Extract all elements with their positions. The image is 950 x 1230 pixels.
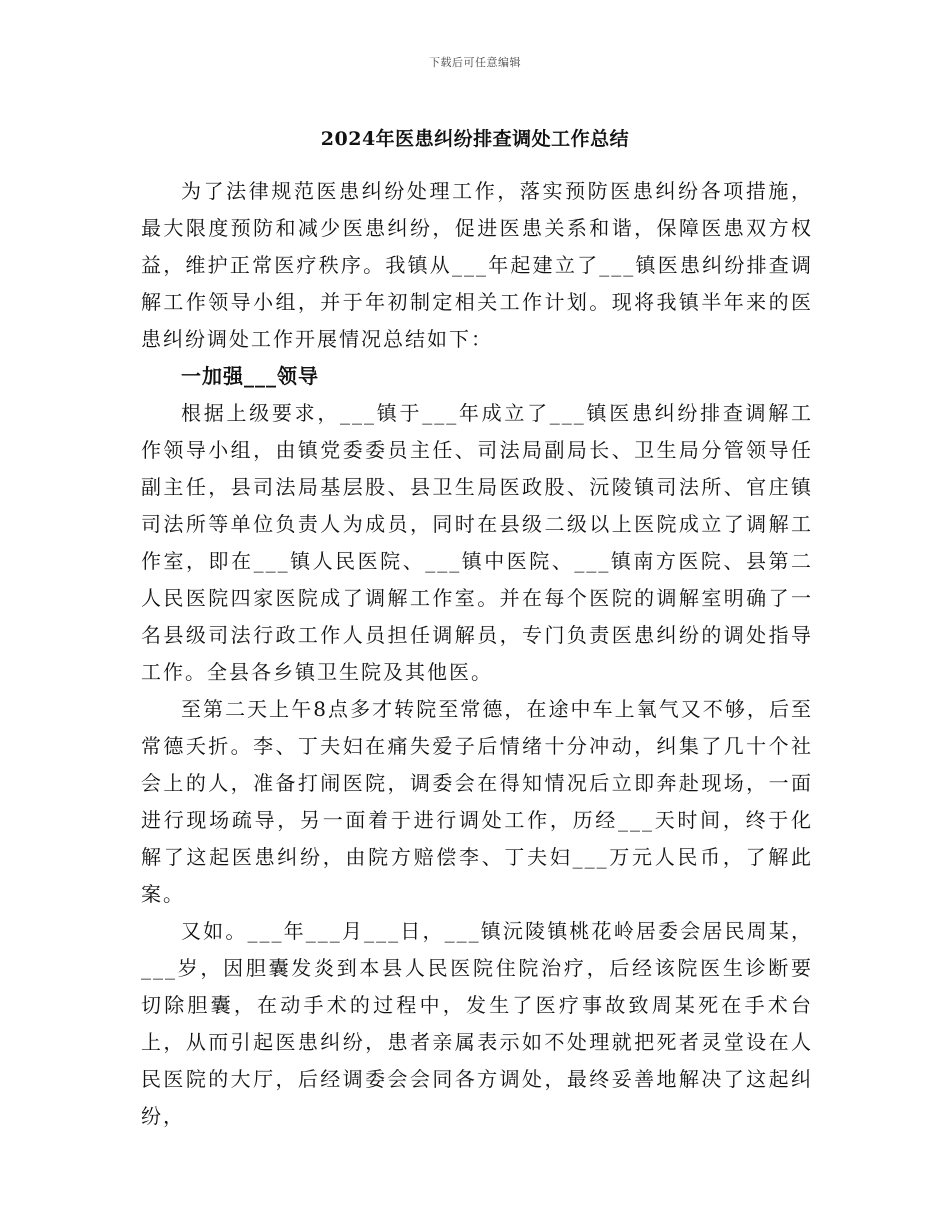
paragraph-leadership: 根据上级要求，___镇于___年成立了___镇医患纠纷排查调解工作领导小组，由镇党委委员主任、司法局副局长、卫生局分管领导任副主任，县司法局基层股、县卫生局医政股、沅陵镇司法所、官庄镇司法所等单位负责人为成员，同时在县级二级以上医院成立了调解工作室，即在___镇人民医院、___镇中医院、___镇南方医院、县第二人民医院四家医院成了调解工作室。并在每个医院的调解室明确了一名县级司法行政工作人员担任调解员，专门负责医患纠纷的调处指导工作。全县各乡镇卫生院及其他医。 xyxy=(141,401,813,684)
document-body xyxy=(141,173,813,1135)
paragraph-case-1: 至第二天上午8点多才转院至常德，在途中车上氧气又不够，后至常德夭折。李、丁夫妇在痛失爱子后情绪十分冲动，纠集了几十个社会上的人，准备打闹医院，调委会在得知情况后立即奔赴现场，一面进行现场疏导，另一面着于进行调处工作，历经___天时间，终于化解了这起医患纠纷，由院方赔偿李、丁夫妇___万元人民币，了解此案。 xyxy=(141,697,813,906)
header-note: 下载后可任意编辑 xyxy=(429,56,521,69)
paragraph-case-2: 又如。___年___月___日，___镇沅陵镇桃花岭居委会居民周某，___岁，因胆囊发炎到本县人民医院住院治疗，后经该院医生诊断要切除胆囊，在动手术的过程中，发生了医疗事故致周某死在手术台上，从而引起医患纠纷，患者亲属表示如不处理就把死者灵堂设在人民医院的大厅，后经调委会会同各方调处，最终妥善地解决了这起纠纷， xyxy=(141,919,813,1128)
paragraph-intro: 为了法律规范医患纠纷处理工作，落实预防医患纠纷各项措施，最大限度预防和减少医患纠纷，促进医患关系和谐，保障医患双方权益，维护正常医疗秩序。我镇从___年起建立了___镇医患纠纷排查调解工作领导小组，并于年初制定相关工作计划。现将我镇半年来的医患纠纷调处工作开展情况总结如下： xyxy=(141,179,813,351)
section-heading: 一加强___领导 xyxy=(181,364,319,388)
document-title: 2024年医患纠纷排查调处工作总结 xyxy=(320,128,630,150)
